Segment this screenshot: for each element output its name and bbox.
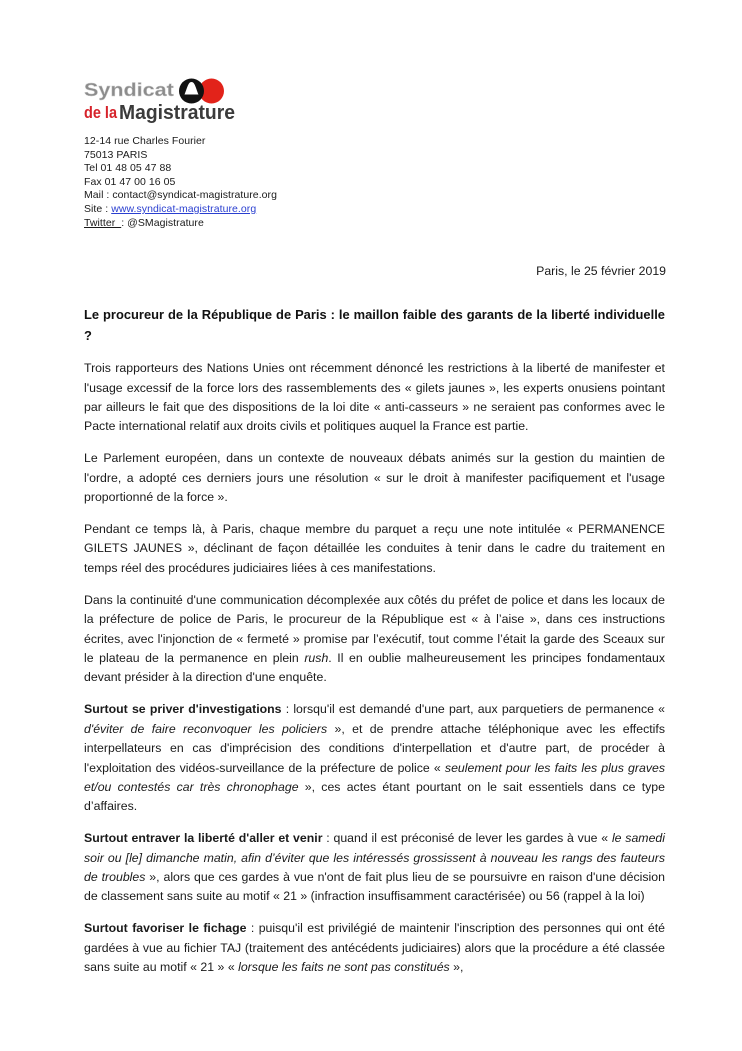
page-title: Le procureur de la République de Paris : le maillon faible des garants de la liberté individuelle ? (84, 307, 665, 343)
p-continuite (84, 591, 665, 688)
p-permanence (84, 520, 665, 578)
contact-mail-value: contact@syndicat-magistrature.org (112, 189, 277, 202)
p-liberte-aller-venir (84, 829, 665, 907)
logo-word-magistrature: Magistrature (119, 102, 235, 124)
contact-twitter-label: Twitter (84, 216, 122, 229)
paragraph-lead: Surtout favoriser le fichage (84, 921, 247, 936)
contact-twitter-handle: @SMagistrature (127, 216, 204, 229)
quoted-italic-text: rush (304, 650, 329, 665)
paragraph-lead: Surtout se priver d'investigations (84, 702, 282, 717)
contact-block (84, 135, 504, 230)
document-body (84, 305, 665, 978)
contact-address-line1: 12-14 rue Charles Fourier (84, 135, 206, 147)
quoted-italic-text: le samedi soir ou [le] dimanche matin, afin d’éviter que les intéressés grossissent à nouveau les rangs des fauteurs de troubles (84, 831, 666, 885)
p-nations-unies (84, 359, 665, 437)
contact-phone: Tel 01 48 05 47 88 (84, 162, 172, 175)
paragraph-text: . Il en oublie malheureusement les principes fondamentaux devant présider à la direction d'une enquête. (84, 650, 665, 685)
contact-address-line2: 75013 PARIS (84, 148, 148, 161)
paragraph-lead: Surtout entraver la liberté d'aller et venir (84, 831, 323, 846)
paragraph-text: Dans la continuité d'une communication décomplexée aux côtés du préfet de police et dans les locaux de la préfecture de police de Paris, le procureur de la République est « à l’aise », dans ces instructions écrites, avec l'injonction de « fermeté » promise par l’exécutif, tout comme l’était la garde des Sceaux sur le plateau de la permanence en plein (84, 592, 665, 665)
syndicat-de-la-magistrature-logo (84, 78, 236, 130)
contact-site-link[interactable]: www.syndicat-magistrature.org (111, 202, 257, 215)
contact-site-row (84, 203, 504, 217)
quoted-italic-text: seulement pour les faits les plus graves et/ou contestés car très chronophage (84, 760, 665, 794)
paragraph-text: Le Parlement européen, dans un contexte de nouveaux débats animés sur la gestion du maintien de l'ordre, a adopté ces derniers jours une résolution « sur le droit à manifester pacifiquement et l'usage proportionné de la force ». (84, 451, 665, 505)
contact-mail-label: Mail : (84, 189, 113, 202)
logo-word-dela: de la (84, 104, 118, 122)
quoted-italic-text: d'éviter de faire reconvoquer les policiers (84, 721, 328, 736)
p-parlement-europeen (84, 449, 665, 507)
contact-twitter-separator: : (121, 216, 128, 229)
logo-word-syndicat: Syndicat (84, 80, 174, 100)
p-investigations (84, 700, 665, 816)
paragraph-list (84, 359, 665, 977)
letterhead (84, 78, 504, 230)
paragraph-text: : lorsqu'il est demandé d'une part, aux parquetiers de permanence « (281, 702, 665, 717)
contact-twitter-row (84, 217, 504, 231)
quoted-italic-text: lorsque les faits ne sont pas constitués (238, 960, 450, 975)
contact-site-label: Site : (84, 202, 112, 215)
paragraph-text: : puisqu'il est privilégié de maintenir l'inscription des personnes qui ont été gardées à vue au fichier TAJ (traitement des antécédents judiciaires) alors que la procédure a été classée sans suite au motif « 21 » « (84, 921, 665, 975)
scales-robe-emblem (179, 79, 224, 104)
paragraph-text: », (449, 960, 464, 975)
date-line: Paris, le 25 février 2019 (536, 264, 666, 278)
p-fichage (84, 919, 665, 977)
paragraph-text: », ces actes étant pourtant on le sait essentiels dans ce type d’affaires. (84, 779, 665, 814)
paragraph-text: : quand il est préconisé de lever les gardes à vue « (322, 831, 612, 846)
paragraph-text: », alors que ces gardes à vue n'ont de fait plus lieu de se poursuivre en raison d'une décision de classement sans suite au motif « 21 » (infraction insuffisamment caractérisée) ou 56 (rappel à la loi) (84, 870, 665, 904)
contact-mail-row (84, 189, 504, 203)
paragraph-text: Trois rapporteurs des Nations Unies ont récemment dénoncé les restrictions à la liberté de manifester et l'usage excessif de la force lors des rassemblements des « gilets jaunes », les experts onusiens pointant par ailleurs le fait que des dispositions de la loi dite « anti-casseurs » ne seraient pas conformes avec le Pacte international relatif aux droits civils et politiques auquel la France est partie. (84, 361, 665, 434)
paragraph-text: », et de prendre attache téléphonique avec les effectifs interpellateurs en cas d'imprécision des conditions d'interpellation et d'autre part, de procéder à l'exploitation des vidéos-surveillance de la préfecture de police « (84, 721, 665, 775)
contact-fax: Fax 01 47 00 16 05 (84, 175, 176, 188)
paragraph-text: Pendant ce temps là, à Paris, chaque membre du parquet a reçu une note intitulée « PERMANENCE GILETS JAUNES », déclinant de façon détaillée les conduites à tenir dans le cadre du traitement en temps réel des procédures judiciaires liées à ces manifestations. (84, 522, 665, 575)
